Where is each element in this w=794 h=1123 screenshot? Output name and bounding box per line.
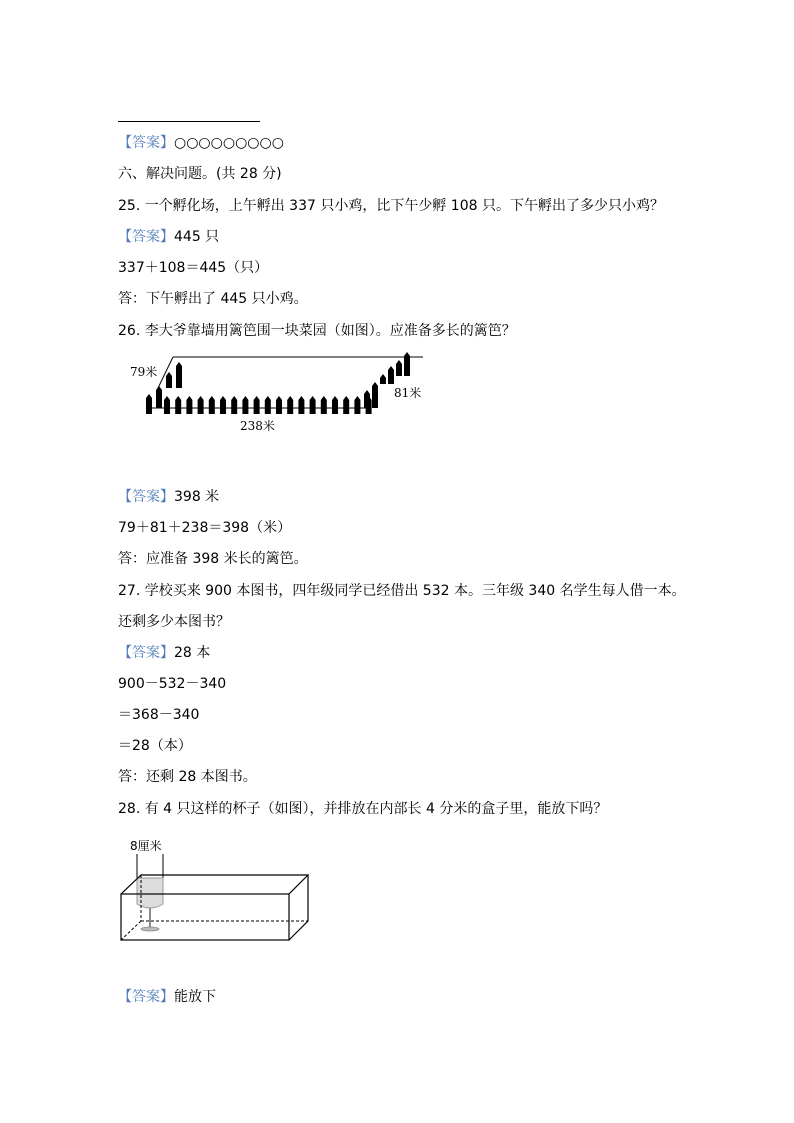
fence-picket	[343, 396, 349, 414]
fence-picket	[321, 396, 327, 414]
fence-picket	[404, 352, 410, 376]
fence-figure	[118, 348, 438, 438]
fence-picket	[146, 394, 152, 414]
fence-picket	[396, 360, 402, 376]
fence-picket	[176, 362, 182, 388]
answer-tag: 【答案】	[118, 135, 174, 151]
q25-answer: 445 只	[174, 229, 220, 245]
q27-step1: 900－532－340	[118, 676, 227, 692]
fence-picket	[287, 396, 293, 414]
q25-conclusion: 答：下午孵出了 445 只小鸡。	[118, 291, 308, 307]
q27-step3: ＝28（本）	[118, 738, 192, 754]
q27-question-line1: 27. 学校买来 900 本图书，四年级同学已经借出 532 本。三年级 340 名学生每人借一本。	[118, 583, 686, 599]
fence-picket	[310, 396, 316, 414]
fence-picket	[198, 396, 204, 414]
fence-picket	[209, 396, 215, 414]
fence-picket	[231, 396, 237, 414]
fence-picket	[175, 396, 181, 414]
q28-question: 28. 有 4 只这样的杯子（如图），并排放在内部长 4 分米的盒子里，能放下吗？	[118, 801, 608, 817]
fence-picket	[254, 396, 260, 414]
fence-picket	[265, 396, 271, 414]
fence-picket	[380, 374, 386, 384]
q27-answer: 28 本	[174, 645, 211, 661]
answer-tag: 【答案】	[118, 989, 174, 1005]
q26-conclusion: 答：应准备 398 米长的篱笆。	[118, 551, 308, 567]
q27-conclusion: 答：还剩 28 本图书。	[118, 769, 257, 785]
cup-width-label: 8厘米	[130, 839, 162, 853]
fence-left-label: 79米	[130, 365, 158, 379]
fence-picket	[372, 382, 378, 408]
q27-question-line2: 还剩多少本图书？	[118, 614, 230, 630]
answer-tag: 【答案】	[118, 229, 174, 245]
answer-tag: 【答案】	[118, 489, 174, 505]
fence-picket	[332, 396, 338, 414]
q27-answer-line	[118, 644, 210, 662]
fence-picket	[298, 396, 304, 414]
fence-picket	[186, 396, 192, 414]
fence-picket	[220, 396, 226, 414]
q25-answer-line	[118, 228, 219, 246]
q26-answer-line	[118, 488, 219, 506]
fence-picket	[276, 396, 282, 414]
q26-answer: 398 米	[174, 489, 220, 505]
fence-right-label: 81米	[394, 386, 422, 400]
q26-question: 26. 李大爷靠墙用篱笆围一块菜园（如图）。应准备多长的篱笆？	[118, 323, 516, 339]
q27-step2: ＝368－340	[118, 707, 200, 723]
fence-picket	[388, 366, 394, 384]
answer-blank-line	[118, 121, 260, 122]
answer-tag: 【答案】	[118, 645, 174, 661]
fence-picket	[166, 372, 172, 388]
cup-box-figure	[115, 836, 315, 946]
q25-question: 25. 一个孵化场，上午孵出 337 只小鸡，比下午少孵 108 只。下午孵出了多少只小鸡？	[118, 198, 664, 214]
q28-answer: 能放下	[174, 989, 216, 1005]
section-heading: 六、解决问题。(共 28 分)	[118, 166, 282, 182]
fence-picket	[364, 390, 370, 408]
fence-bottom-label: 238米	[240, 419, 275, 433]
q26-formula: 79＋81＋238＝398（米）	[118, 520, 292, 536]
q24-answer: ○○○○○○○○○	[174, 135, 284, 151]
fence-picket	[164, 396, 170, 414]
fence-picket	[242, 396, 248, 414]
q28-answer-line	[118, 988, 216, 1006]
fence-picket	[156, 386, 162, 408]
q24-answer-line	[118, 134, 284, 152]
q25-formula: 337＋108＝445（只）	[118, 260, 269, 276]
fence-picket	[354, 396, 360, 414]
